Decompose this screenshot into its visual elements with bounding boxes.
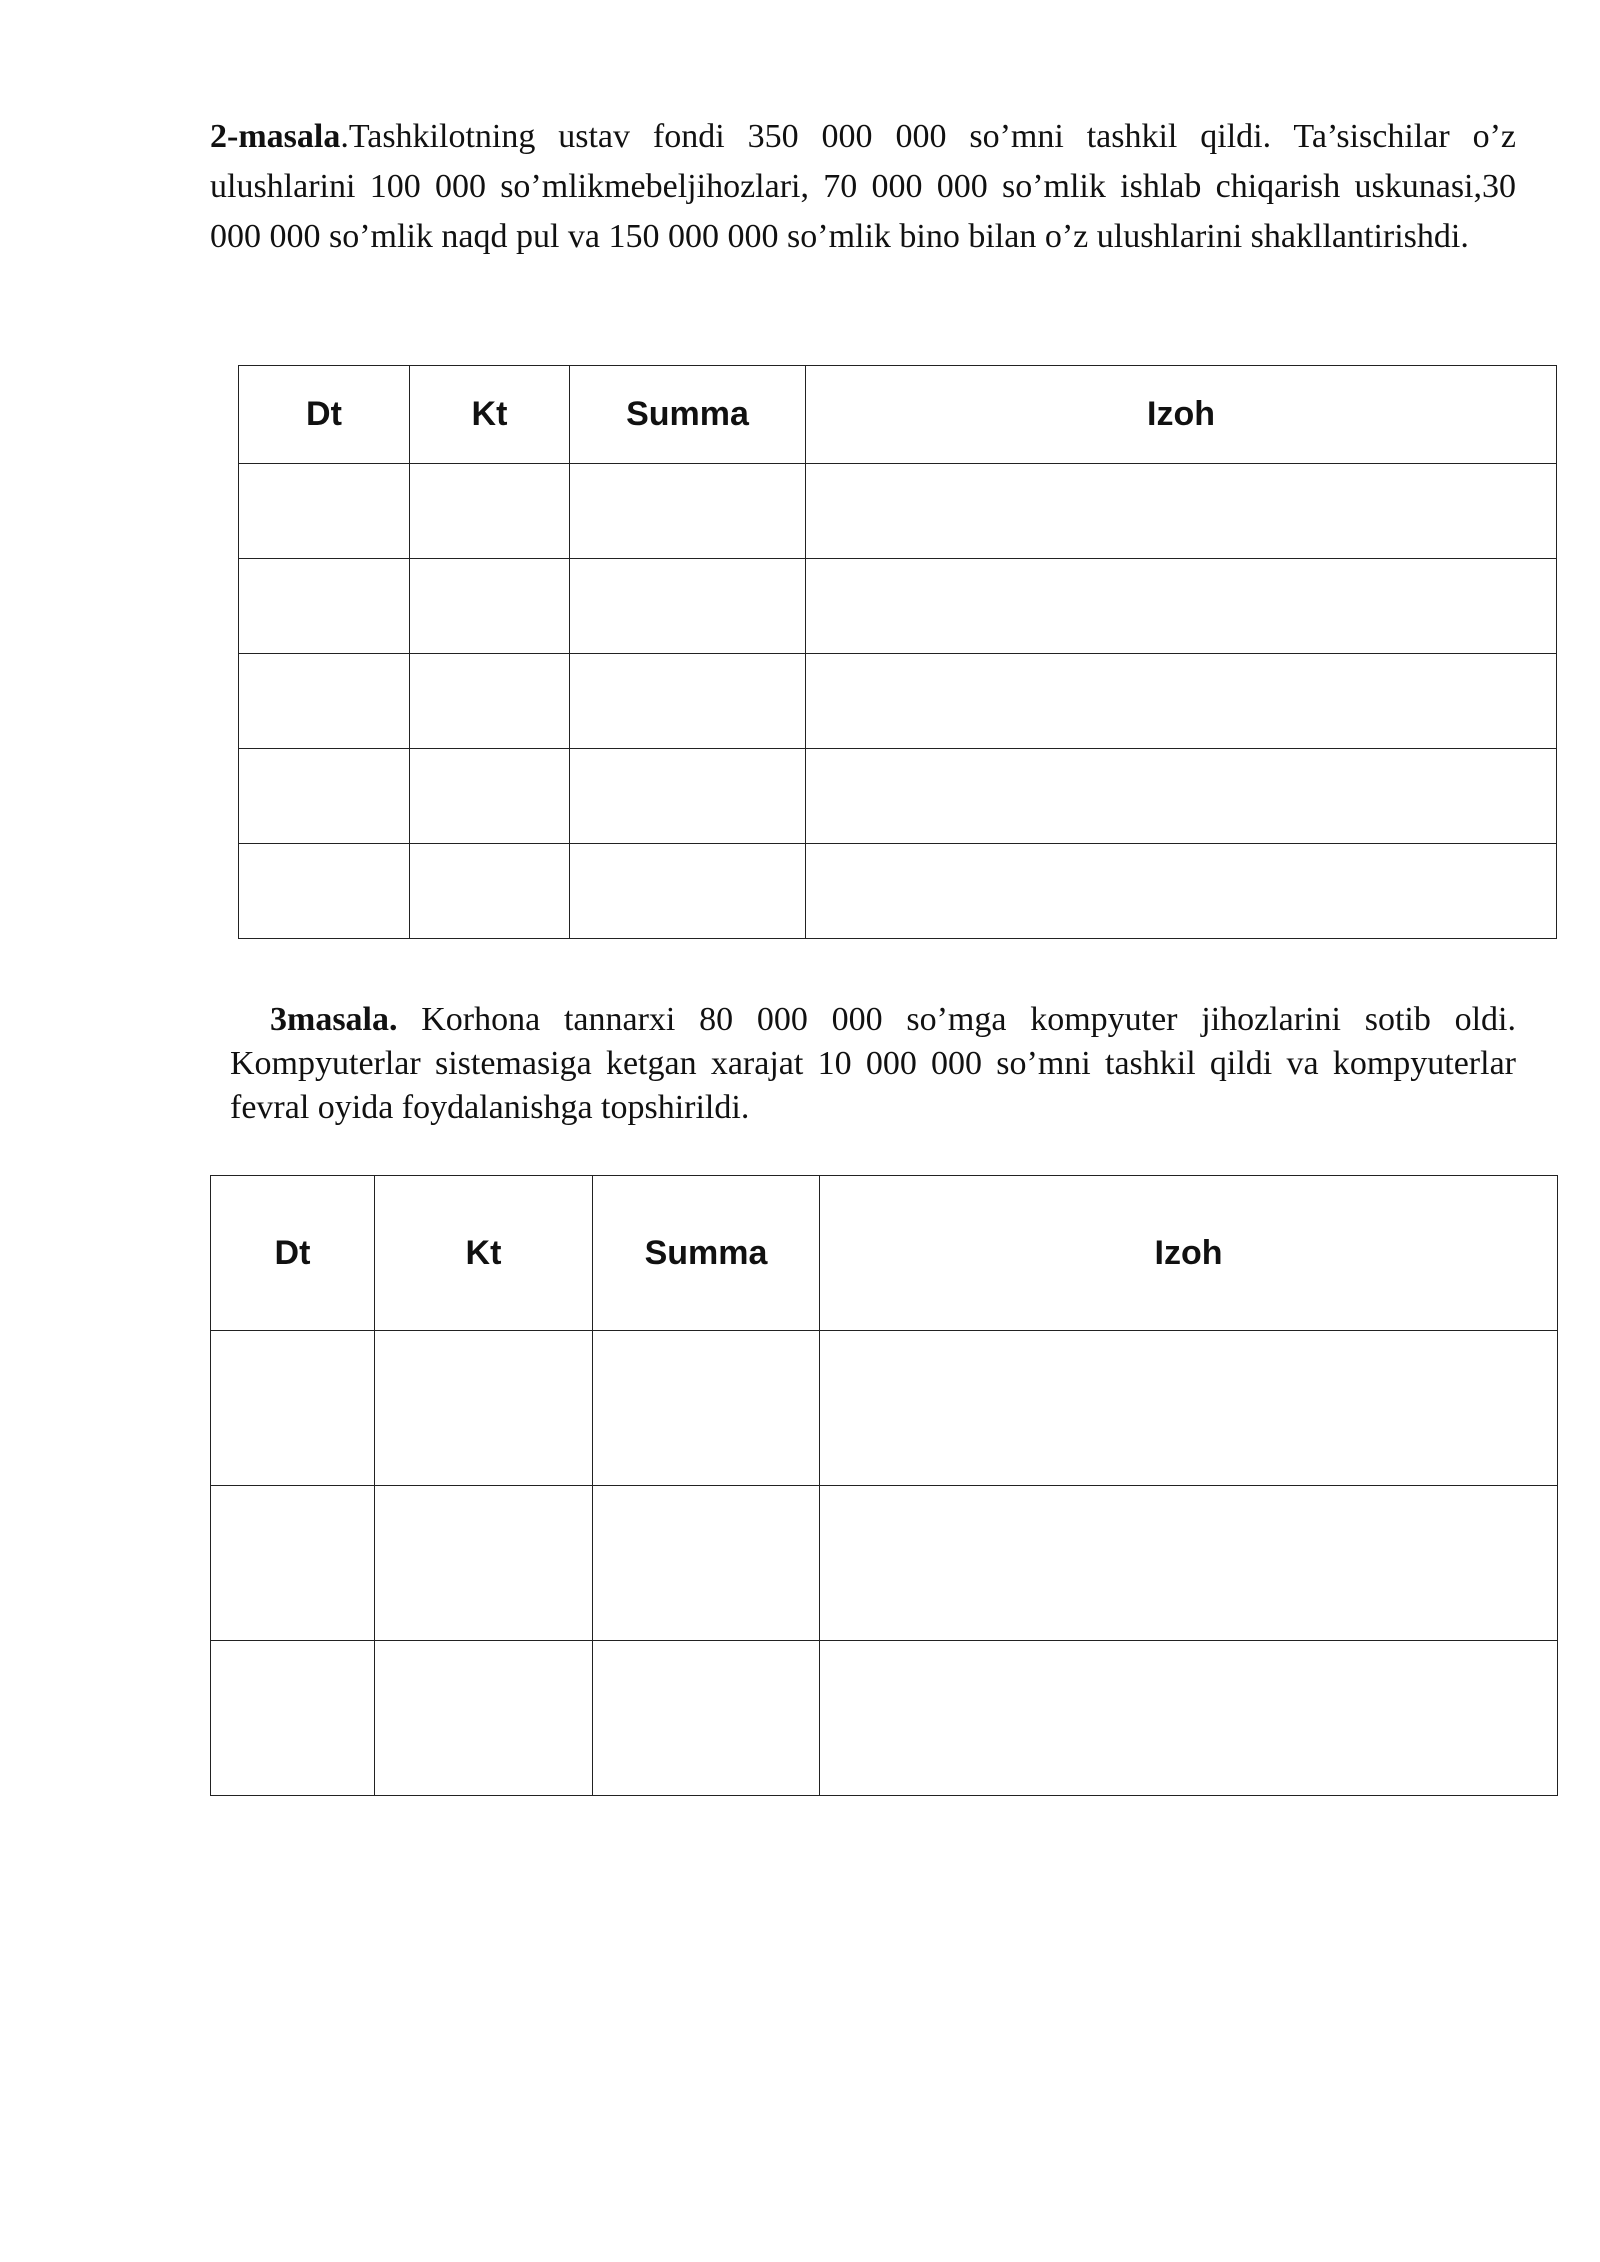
cell-summa[interactable] <box>570 654 806 749</box>
cell-summa[interactable] <box>570 559 806 654</box>
cell-izoh[interactable] <box>806 749 1557 844</box>
cell-summa[interactable] <box>570 844 806 939</box>
cell-izoh[interactable] <box>806 844 1557 939</box>
cell-kt[interactable] <box>410 749 570 844</box>
table-row <box>239 749 1557 844</box>
cell-dt[interactable] <box>239 844 410 939</box>
table-row <box>211 1331 1558 1486</box>
header-kt: Kt <box>375 1176 593 1331</box>
table-row <box>239 464 1557 559</box>
cell-izoh[interactable] <box>820 1486 1558 1641</box>
header-dt: Dt <box>211 1176 375 1331</box>
journal-table-2 <box>210 1175 1558 1796</box>
cell-izoh[interactable] <box>806 464 1557 559</box>
table-row <box>239 844 1557 939</box>
table-row <box>239 654 1557 749</box>
cell-summa[interactable] <box>593 1486 820 1641</box>
cell-kt[interactable] <box>375 1641 593 1796</box>
cell-dt[interactable] <box>211 1486 375 1641</box>
cell-izoh[interactable] <box>806 654 1557 749</box>
table-header-row <box>239 366 1557 464</box>
problem-3-heading: 3masala. <box>270 1001 398 1038</box>
cell-dt[interactable] <box>239 749 410 844</box>
cell-kt[interactable] <box>410 559 570 654</box>
table-row <box>211 1486 1558 1641</box>
header-izoh: Izoh <box>820 1176 1558 1331</box>
header-kt: Kt <box>410 366 570 464</box>
header-dt: Dt <box>239 366 410 464</box>
header-summa: Summa <box>570 366 806 464</box>
table-header-row <box>211 1176 1558 1331</box>
header-izoh: Izoh <box>806 366 1557 464</box>
table-row <box>239 559 1557 654</box>
problem-2-paragraph <box>210 112 1516 262</box>
header-summa: Summa <box>593 1176 820 1331</box>
cell-kt[interactable] <box>410 844 570 939</box>
journal-table-1 <box>238 365 1557 939</box>
cell-kt[interactable] <box>375 1331 593 1486</box>
cell-summa[interactable] <box>593 1641 820 1796</box>
cell-kt[interactable] <box>410 464 570 559</box>
cell-izoh[interactable] <box>820 1331 1558 1486</box>
cell-izoh[interactable] <box>806 559 1557 654</box>
cell-izoh[interactable] <box>820 1641 1558 1796</box>
problem-3-text: Korhona tannarxi 80 000 000 so’mga kompyuter jihozlarini sotib oldi. Kompyuterlar sistemasiga ketgan xarajat 10 000 000 so’mni tashkil qildi va kompyuterlar fevral oyida foydalanishga topshirildi. <box>230 1001 1516 1126</box>
cell-dt[interactable] <box>211 1641 375 1796</box>
cell-summa[interactable] <box>570 464 806 559</box>
problem-2-heading: 2-masala <box>210 118 341 155</box>
cell-summa[interactable] <box>570 749 806 844</box>
problem-3-paragraph <box>230 998 1516 1130</box>
problem-2-text: .Tashkilotning ustav fondi 350 000 000 so’mni tashkil qildi. Ta’sischilar o’z ulushlarini 100 000 so’mlikmebeljihozlari, 70 000 000 so’mlik ishlab chiqarish uskunasi,30 000 000 so’mlik naqd pul va 150 000 000 so’mlik bino bilan o’z ulushlarini shakllantirishdi. <box>210 118 1516 255</box>
table-row <box>211 1641 1558 1796</box>
cell-summa[interactable] <box>593 1331 820 1486</box>
cell-dt[interactable] <box>239 464 410 559</box>
cell-kt[interactable] <box>375 1486 593 1641</box>
cell-dt[interactable] <box>211 1331 375 1486</box>
cell-kt[interactable] <box>410 654 570 749</box>
cell-dt[interactable] <box>239 559 410 654</box>
cell-dt[interactable] <box>239 654 410 749</box>
